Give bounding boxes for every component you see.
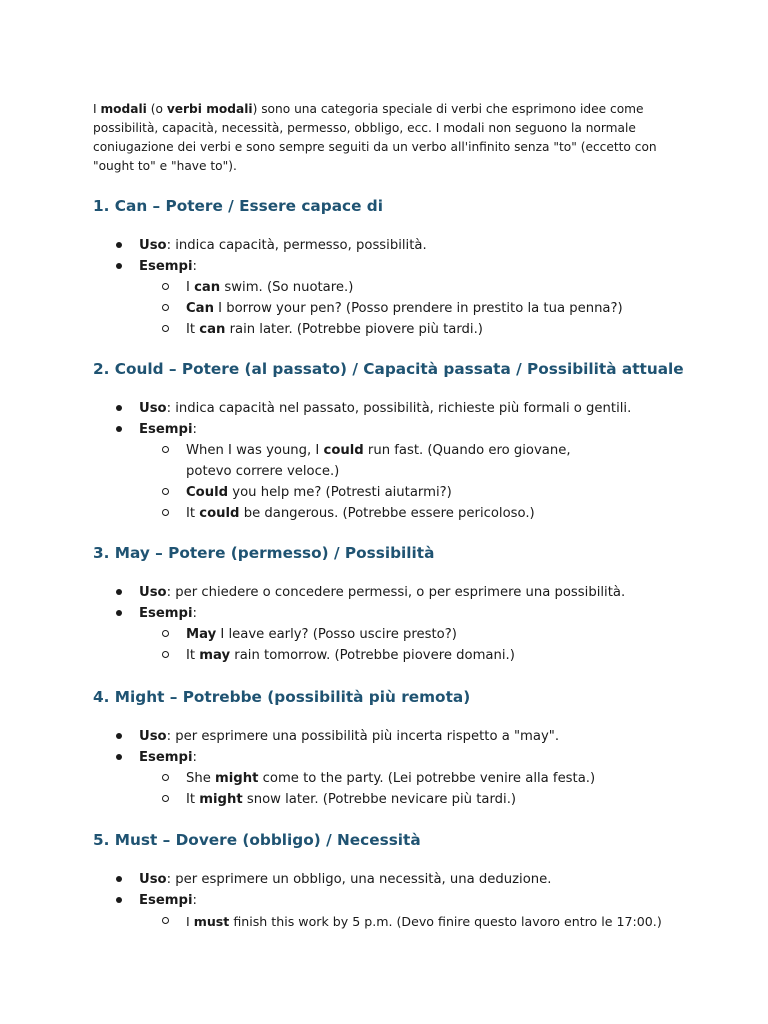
bullet-icon — [116, 589, 122, 595]
example-modal: Could — [186, 485, 229, 500]
example-item — [93, 645, 733, 666]
uso-label: Uso — [139, 872, 167, 887]
bullet-icon — [116, 426, 122, 432]
esempi-colon: : — [192, 750, 197, 765]
circle-bullet-icon — [162, 283, 169, 290]
section-heading: 4. Might – Potrebbe (possibilità più remota) — [93, 688, 471, 706]
bullet-icon — [116, 876, 122, 882]
circle-bullet-icon — [162, 446, 169, 453]
uso-label: Uso — [139, 401, 167, 416]
intro-text: (o — [146, 102, 167, 116]
bullet-icon — [116, 897, 122, 903]
esempi-colon: : — [192, 893, 197, 908]
example-text: come to the party. (Lei potrebbe venire alla festa.) — [258, 771, 596, 786]
example-text: It — [186, 792, 200, 807]
example-modal: must — [193, 914, 230, 929]
example-text: swim. (So nuotare.) — [220, 280, 354, 295]
esempi-item — [93, 419, 733, 524]
example-item — [93, 298, 733, 319]
examples-list — [139, 768, 733, 810]
esempi-item — [93, 890, 733, 932]
esempi-colon: : — [192, 422, 197, 437]
esempi-item — [93, 747, 733, 810]
section-may — [93, 542, 733, 666]
example-item — [93, 624, 733, 645]
uso-item — [93, 582, 733, 603]
examples-list — [139, 277, 733, 340]
intro-bold-term: modali — [100, 102, 147, 116]
example-text: It — [186, 322, 200, 337]
circle-bullet-icon — [162, 917, 169, 924]
intro-text: ) sono una categoria speciale di verbi che esprimono idee come possibilità, capacità, necessità, permesso, obbligo, ecc. I modali non seguono la normale coniugazione dei verbi e sono sempre seguiti da un verbo all'infinito senza "to" (eccetto con "ought to" e "have to"). — [93, 102, 657, 173]
example-text: When I was young, I — [186, 443, 324, 458]
circle-bullet-icon — [162, 325, 169, 332]
example-text: be dangerous. (Potrebbe essere pericoloso.) — [239, 506, 535, 521]
section-heading: 5. Must – Dovere (obbligo) / Necessità — [93, 831, 421, 849]
section-heading: 1. Can – Potere / Essere capace di — [93, 197, 383, 215]
section-can — [93, 195, 733, 340]
esempi-label: Esempi — [139, 259, 193, 274]
uso-item — [93, 235, 733, 256]
example-text: She — [186, 771, 216, 786]
uso-esempi-list — [93, 582, 733, 666]
circle-bullet-icon — [162, 509, 169, 516]
example-item — [93, 503, 733, 524]
esempi-label: Esempi — [139, 606, 193, 621]
example-text: I leave early? (Posso uscire presto?) — [216, 627, 457, 642]
intro-text: I — [93, 102, 101, 116]
section-heading: 3. May – Potere (permesso) / Possibilità — [93, 544, 435, 562]
example-text: snow later. (Potrebbe nevicare più tardi.) — [242, 792, 517, 807]
example-modal: May — [186, 627, 217, 642]
example-text: It — [186, 648, 200, 663]
uso-esempi-list — [93, 869, 733, 932]
example-text: I — [186, 914, 194, 929]
example-item — [93, 319, 733, 340]
example-item — [93, 768, 733, 789]
uso-esempi-list — [93, 398, 733, 524]
example-item — [93, 277, 733, 298]
example-text: It — [186, 506, 200, 521]
uso-text: : per esprimere un obbligo, una necessità, una deduzione. — [166, 872, 552, 887]
bullet-icon — [116, 610, 122, 616]
example-modal: might — [199, 792, 243, 807]
example-text: finish this work by 5 p.m. (Devo finire questo lavoro entro le 17:00.) — [229, 914, 662, 929]
example-modal: Can — [186, 301, 214, 316]
esempi-colon: : — [192, 259, 197, 274]
example-item — [93, 482, 733, 503]
circle-bullet-icon — [162, 651, 169, 658]
example-text: rain later. (Potrebbe piovere più tardi.) — [225, 322, 483, 337]
esempi-item — [93, 603, 733, 666]
example-item — [93, 911, 733, 932]
circle-bullet-icon — [162, 304, 169, 311]
uso-esempi-list — [93, 235, 733, 340]
esempi-label: Esempi — [139, 422, 193, 437]
intro-paragraph — [93, 100, 683, 176]
examples-list — [139, 440, 733, 524]
uso-item — [93, 726, 733, 747]
uso-text: : per esprimere una possibilità più incerta rispetto a "may". — [166, 729, 560, 744]
bullet-icon — [116, 242, 122, 248]
example-text: you help me? (Potresti aiutarmi?) — [228, 485, 452, 500]
example-modal: might — [215, 771, 259, 786]
example-text: rain tomorrow. (Potrebbe piovere domani.) — [230, 648, 515, 663]
example-text: I — [186, 280, 195, 295]
bullet-icon — [116, 263, 122, 269]
intro-bold-term: verbi modali — [166, 102, 253, 116]
circle-bullet-icon — [162, 774, 169, 781]
uso-label: Uso — [139, 585, 167, 600]
esempi-colon: : — [192, 606, 197, 621]
examples-list — [139, 624, 733, 666]
circle-bullet-icon — [162, 795, 169, 802]
uso-label: Uso — [139, 238, 167, 253]
esempi-item — [93, 256, 733, 340]
uso-text: : indica capacità nel passato, possibilità, richieste più formali o gentili. — [166, 401, 632, 416]
uso-item — [93, 398, 733, 419]
example-modal: can — [194, 280, 221, 295]
example-modal: may — [199, 648, 231, 663]
esempi-label: Esempi — [139, 750, 193, 765]
uso-esempi-list — [93, 726, 733, 810]
section-could — [93, 358, 733, 524]
esempi-label: Esempi — [139, 893, 193, 908]
example-text: run fast. (Quando ero giovane, potevo correre veloce.) — [186, 443, 571, 479]
uso-text: : indica capacità, permesso, possibilità. — [166, 238, 427, 253]
uso-text: : per chiedere o concedere permessi, o per esprimere una possibilità. — [166, 585, 626, 600]
uso-label: Uso — [139, 729, 167, 744]
circle-bullet-icon — [162, 630, 169, 637]
example-text: I borrow your pen? (Posso prendere in prestito la tua penna?) — [213, 301, 623, 316]
example-modal: could — [323, 443, 364, 458]
bullet-icon — [116, 733, 122, 739]
example-modal: could — [199, 506, 240, 521]
bullet-icon — [116, 754, 122, 760]
examples-list — [139, 911, 733, 932]
section-heading: 2. Could – Potere (al passato) / Capacità passata / Possibilità attuale — [93, 360, 684, 378]
example-item — [93, 440, 733, 482]
section-must — [93, 829, 733, 932]
bullet-icon — [116, 405, 122, 411]
example-item — [93, 789, 733, 810]
section-might — [93, 686, 733, 810]
circle-bullet-icon — [162, 488, 169, 495]
example-modal: can — [199, 322, 226, 337]
uso-item — [93, 869, 733, 890]
